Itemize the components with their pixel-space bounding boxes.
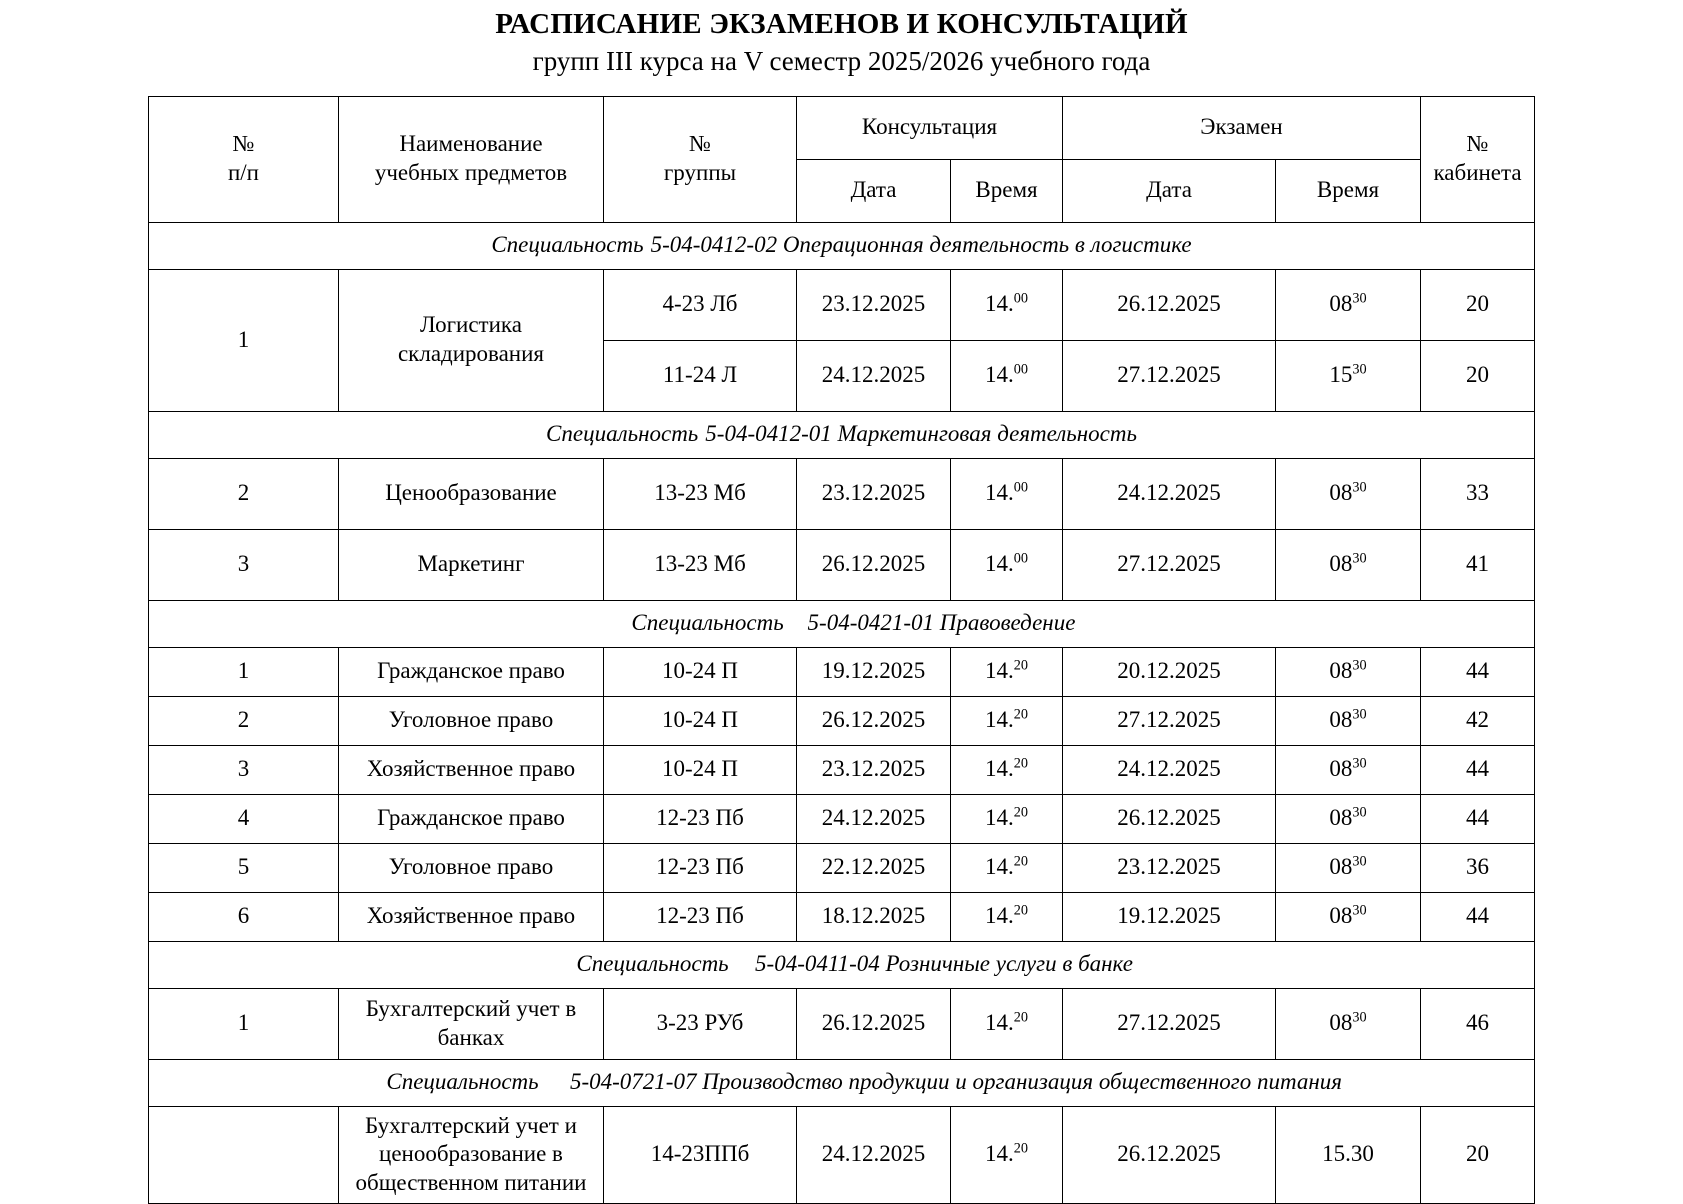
cell-group: 10-24 П xyxy=(603,647,796,696)
exam-time-main: 08 xyxy=(1329,480,1353,506)
title-block xyxy=(0,0,1683,78)
cell-consultation-date: 23.12.2025 xyxy=(796,269,950,340)
cell-subject-line3: общественном питании xyxy=(355,1170,587,1196)
table-row xyxy=(148,892,1534,941)
exam-time-main: 08 xyxy=(1329,756,1353,782)
col-header-consultation-time: Время xyxy=(950,159,1062,222)
col-header-group-line2: группы xyxy=(663,160,737,186)
cell-exam-date: 24.12.2025 xyxy=(1063,745,1276,794)
exam-time-main: 08 xyxy=(1329,291,1353,317)
table-header xyxy=(148,96,1534,222)
cons-time-minutes: 20 xyxy=(1013,706,1028,723)
cell-consultation-time xyxy=(950,340,1062,411)
col-header-subject-line1: Наименование xyxy=(399,131,543,157)
col-header-subject xyxy=(338,96,603,222)
page-subtitle: групп III курса на V семестр 2025/2026 учебного года xyxy=(532,46,1151,77)
exam-time-minutes: 30 xyxy=(1352,479,1367,496)
specialty-label: Специальность xyxy=(546,421,699,447)
cell-consultation-time xyxy=(950,647,1062,696)
cons-time-main: 14. xyxy=(984,756,1014,782)
cell-subject xyxy=(338,269,603,411)
cell-consultation-time xyxy=(950,696,1062,745)
cell-consultation-date: 19.12.2025 xyxy=(796,647,950,696)
specialty-header-row xyxy=(148,600,1534,647)
cons-time-minutes: 20 xyxy=(1013,902,1028,919)
cell-consultation-time xyxy=(950,529,1062,600)
cell-group: 13-23 Мб xyxy=(603,458,796,529)
table-row xyxy=(148,529,1534,600)
cell-consultation-time xyxy=(950,1106,1062,1203)
cell-consultation-time xyxy=(950,269,1062,340)
cons-time-minutes: 00 xyxy=(1013,361,1028,378)
specialty-header-row xyxy=(148,222,1534,269)
cell-exam-time xyxy=(1276,745,1421,794)
cell-subject-line1: Бухгалтерский учет и xyxy=(365,1112,577,1138)
cell-subject-line1: Бухгалтерский учет в xyxy=(365,995,577,1021)
table-row xyxy=(148,269,1534,340)
cell-exam-time xyxy=(1276,529,1421,600)
cell-number: 1 xyxy=(148,647,338,696)
cons-time-main: 14. xyxy=(984,1010,1014,1036)
col-header-exam-date: Дата xyxy=(1063,159,1276,222)
cons-time-minutes: 20 xyxy=(1013,657,1028,674)
cons-time-minutes: 00 xyxy=(1013,479,1028,496)
cell-consultation-time xyxy=(950,988,1062,1059)
cons-time-minutes: 00 xyxy=(1013,550,1028,567)
specialty-code: 5-04-0412-01 Маркетинговая деятельность xyxy=(705,421,1137,447)
specialty-code: 5-04-0412-02 Операционная деятельность в логистике xyxy=(650,232,1192,258)
cell-group: 12-23 Пб xyxy=(603,892,796,941)
cell-room: 20 xyxy=(1421,269,1535,340)
cell-group: 11-24 Л xyxy=(603,340,796,411)
cell-consultation-date: 22.12.2025 xyxy=(796,843,950,892)
exam-time-minutes: 30 xyxy=(1352,706,1367,723)
cons-time-minutes: 20 xyxy=(1013,1140,1028,1157)
cell-subject-line2: банках xyxy=(437,1024,505,1050)
cell-group: 3-23 РУб xyxy=(603,988,796,1059)
cons-time-main: 14. xyxy=(984,903,1014,929)
specialty-label: Специальность xyxy=(576,951,729,977)
table-row xyxy=(148,1106,1534,1203)
cell-consultation-time xyxy=(950,458,1062,529)
cons-time-main: 14. xyxy=(984,805,1014,831)
cell-number: 4 xyxy=(148,794,338,843)
cell-number: 5 xyxy=(148,843,338,892)
table-body xyxy=(148,222,1534,1203)
table-row xyxy=(148,988,1534,1059)
cons-time-minutes: 00 xyxy=(1013,290,1028,307)
cell-exam-time xyxy=(1276,794,1421,843)
cell-consultation-time xyxy=(950,892,1062,941)
exam-time-minutes: 30 xyxy=(1352,853,1367,870)
table-header-row-1 xyxy=(148,96,1534,159)
cell-exam-date: 26.12.2025 xyxy=(1063,1106,1276,1203)
col-header-subject-line2: учебных предметов xyxy=(374,160,568,186)
col-header-room xyxy=(1421,96,1535,222)
col-header-consultation: Консультация xyxy=(796,96,1062,159)
cell-room: 42 xyxy=(1421,696,1535,745)
cell-subject xyxy=(338,1106,603,1203)
specialty-code: 5-04-0421-01 Правоведение xyxy=(807,610,1076,636)
cell-exam-date: 27.12.2025 xyxy=(1063,696,1276,745)
exam-time-main: 08 xyxy=(1329,854,1353,880)
cell-room: 44 xyxy=(1421,647,1535,696)
cell-consultation-date: 24.12.2025 xyxy=(796,794,950,843)
cell-subject: Хозяйственное право xyxy=(338,745,603,794)
cell-exam-date: 24.12.2025 xyxy=(1063,458,1276,529)
cell-number: 2 xyxy=(148,458,338,529)
cell-room: 44 xyxy=(1421,794,1535,843)
exam-time-main: 08 xyxy=(1329,658,1353,684)
specialty-label: Специальность xyxy=(631,610,784,636)
cell-room: 41 xyxy=(1421,529,1535,600)
exam-time-main: 08 xyxy=(1329,707,1353,733)
cell-exam-time xyxy=(1276,892,1421,941)
cell-group: 12-23 Пб xyxy=(603,794,796,843)
cell-subject-line2: складирования xyxy=(397,341,544,367)
col-header-exam: Экзамен xyxy=(1063,96,1421,159)
cell-consultation-date: 23.12.2025 xyxy=(796,458,950,529)
col-header-number xyxy=(148,96,338,222)
cell-exam-time xyxy=(1276,340,1421,411)
cell-group: 10-24 П xyxy=(603,745,796,794)
specialty-code: 5-04-0721-07 Производство продукции и организация общественного питания xyxy=(569,1069,1343,1095)
cons-time-main: 14. xyxy=(984,1141,1014,1167)
cell-exam-date: 27.12.2025 xyxy=(1063,340,1276,411)
cell-consultation-date: 26.12.2025 xyxy=(796,988,950,1059)
cell-number: 3 xyxy=(148,529,338,600)
cons-time-minutes: 20 xyxy=(1013,1009,1028,1026)
specialty-header-cell xyxy=(148,1059,1534,1106)
cell-group: 12-23 Пб xyxy=(603,843,796,892)
cell-subject-line2: ценообразование в xyxy=(379,1141,563,1167)
cell-number: 2 xyxy=(148,696,338,745)
cell-consultation-time xyxy=(950,794,1062,843)
cons-time-minutes: 20 xyxy=(1013,804,1028,821)
cell-room: 36 xyxy=(1421,843,1535,892)
cons-time-minutes: 20 xyxy=(1013,755,1028,772)
cell-number: 6 xyxy=(148,892,338,941)
exam-schedule-table xyxy=(148,96,1535,1204)
cell-exam-date: 26.12.2025 xyxy=(1063,269,1276,340)
col-header-group-line1: № xyxy=(689,131,711,157)
exam-time-main: 08 xyxy=(1329,551,1353,577)
cell-group: 14-23ППб xyxy=(603,1106,796,1203)
cell-exam-time xyxy=(1276,696,1421,745)
exam-time-main: 15 xyxy=(1329,362,1353,388)
cell-exam-date: 26.12.2025 xyxy=(1063,794,1276,843)
exam-time-minutes: 30 xyxy=(1352,902,1367,919)
cell-exam-time xyxy=(1276,843,1421,892)
specialty-header-cell xyxy=(148,600,1534,647)
exam-time-minutes: 30 xyxy=(1352,657,1367,674)
exam-time-minutes: 30 xyxy=(1352,550,1367,567)
table-row xyxy=(148,794,1534,843)
cell-consultation-date: 18.12.2025 xyxy=(796,892,950,941)
cons-time-main: 14. xyxy=(984,658,1014,684)
cell-subject: Уголовное право xyxy=(338,843,603,892)
cell-consultation-time xyxy=(950,843,1062,892)
col-header-group xyxy=(603,96,796,222)
cons-time-minutes: 20 xyxy=(1013,853,1028,870)
cell-number: 1 xyxy=(148,988,338,1059)
table-row xyxy=(148,843,1534,892)
cell-room: 33 xyxy=(1421,458,1535,529)
specialty-header-cell xyxy=(148,941,1534,988)
cell-exam-date: 27.12.2025 xyxy=(1063,529,1276,600)
cell-consultation-date: 24.12.2025 xyxy=(796,1106,950,1203)
col-header-room-line1: № xyxy=(1466,131,1489,157)
cell-room: 46 xyxy=(1421,988,1535,1059)
cell-subject: Гражданское право xyxy=(338,794,603,843)
cell-exam-date: 23.12.2025 xyxy=(1063,843,1276,892)
specialty-label: Специальность xyxy=(491,232,644,258)
specialty-header-cell xyxy=(148,411,1534,458)
table-row xyxy=(148,647,1534,696)
exam-time-main: 08 xyxy=(1329,903,1353,929)
col-header-room-line2: кабинета xyxy=(1433,160,1522,186)
cell-number: 3 xyxy=(148,745,338,794)
cell-subject: Уголовное право xyxy=(338,696,603,745)
page-title: РАСПИСАНИЕ ЭКЗАМЕНОВ И КОНСУЛЬТАЦИЙ xyxy=(495,8,1188,40)
cell-exam-time xyxy=(1276,988,1421,1059)
cell-subject: Маркетинг xyxy=(338,529,603,600)
cons-time-main: 14. xyxy=(984,480,1014,506)
cell-consultation-date: 26.12.2025 xyxy=(796,696,950,745)
cell-group: 4-23 Лб xyxy=(603,269,796,340)
table-row xyxy=(148,696,1534,745)
cell-exam-time: 15.30 xyxy=(1276,1106,1421,1203)
cell-subject: Ценообразование xyxy=(338,458,603,529)
cell-consultation-time xyxy=(950,745,1062,794)
cell-room: 20 xyxy=(1421,340,1535,411)
cell-room: 44 xyxy=(1421,892,1535,941)
exam-time-minutes: 30 xyxy=(1352,361,1367,378)
col-header-number-line2: п/п xyxy=(227,160,259,186)
exam-time-main: 08 xyxy=(1329,805,1353,831)
cell-subject-line1: Логистика xyxy=(420,312,522,338)
cell-exam-time xyxy=(1276,647,1421,696)
cons-time-main: 14. xyxy=(984,854,1014,880)
cons-time-main: 14. xyxy=(984,551,1014,577)
cell-exam-time xyxy=(1276,269,1421,340)
cell-subject: Гражданское право xyxy=(338,647,603,696)
specialty-code: 5-04-0411-04 Розничные услуги в банке xyxy=(755,951,1133,977)
cell-exam-date: 20.12.2025 xyxy=(1063,647,1276,696)
cell-consultation-date: 24.12.2025 xyxy=(796,340,950,411)
cell-exam-time xyxy=(1276,458,1421,529)
specialty-label: Специальность xyxy=(386,1069,539,1095)
cell-group: 13-23 Мб xyxy=(603,529,796,600)
cell-number xyxy=(148,1106,338,1203)
table-row xyxy=(148,745,1534,794)
exam-time-minutes: 30 xyxy=(1352,755,1367,772)
exam-time-minutes: 30 xyxy=(1352,1009,1367,1026)
specialty-header-row xyxy=(148,941,1534,988)
specialty-header-row xyxy=(148,411,1534,458)
exam-time-main: 08 xyxy=(1329,1010,1353,1036)
cell-subject: Хозяйственное право xyxy=(338,892,603,941)
cell-group: 10-24 П xyxy=(603,696,796,745)
cell-room: 44 xyxy=(1421,745,1535,794)
cell-consultation-date: 26.12.2025 xyxy=(796,529,950,600)
col-header-consultation-date: Дата xyxy=(796,159,950,222)
table-row xyxy=(148,458,1534,529)
exam-time-minutes: 30 xyxy=(1352,804,1367,821)
cell-subject xyxy=(338,988,603,1059)
col-header-exam-time: Время xyxy=(1276,159,1421,222)
cell-room: 20 xyxy=(1421,1106,1535,1203)
specialty-header-row xyxy=(148,1059,1534,1106)
cell-exam-date: 19.12.2025 xyxy=(1063,892,1276,941)
cell-consultation-date: 23.12.2025 xyxy=(796,745,950,794)
cell-number: 1 xyxy=(148,269,338,411)
col-header-number-line1: № xyxy=(232,131,255,157)
specialty-header-cell xyxy=(148,222,1534,269)
exam-time-minutes: 30 xyxy=(1352,290,1367,307)
cell-exam-date: 27.12.2025 xyxy=(1063,988,1276,1059)
cons-time-main: 14. xyxy=(984,362,1014,388)
cons-time-main: 14. xyxy=(984,291,1014,317)
cons-time-main: 14. xyxy=(984,707,1014,733)
